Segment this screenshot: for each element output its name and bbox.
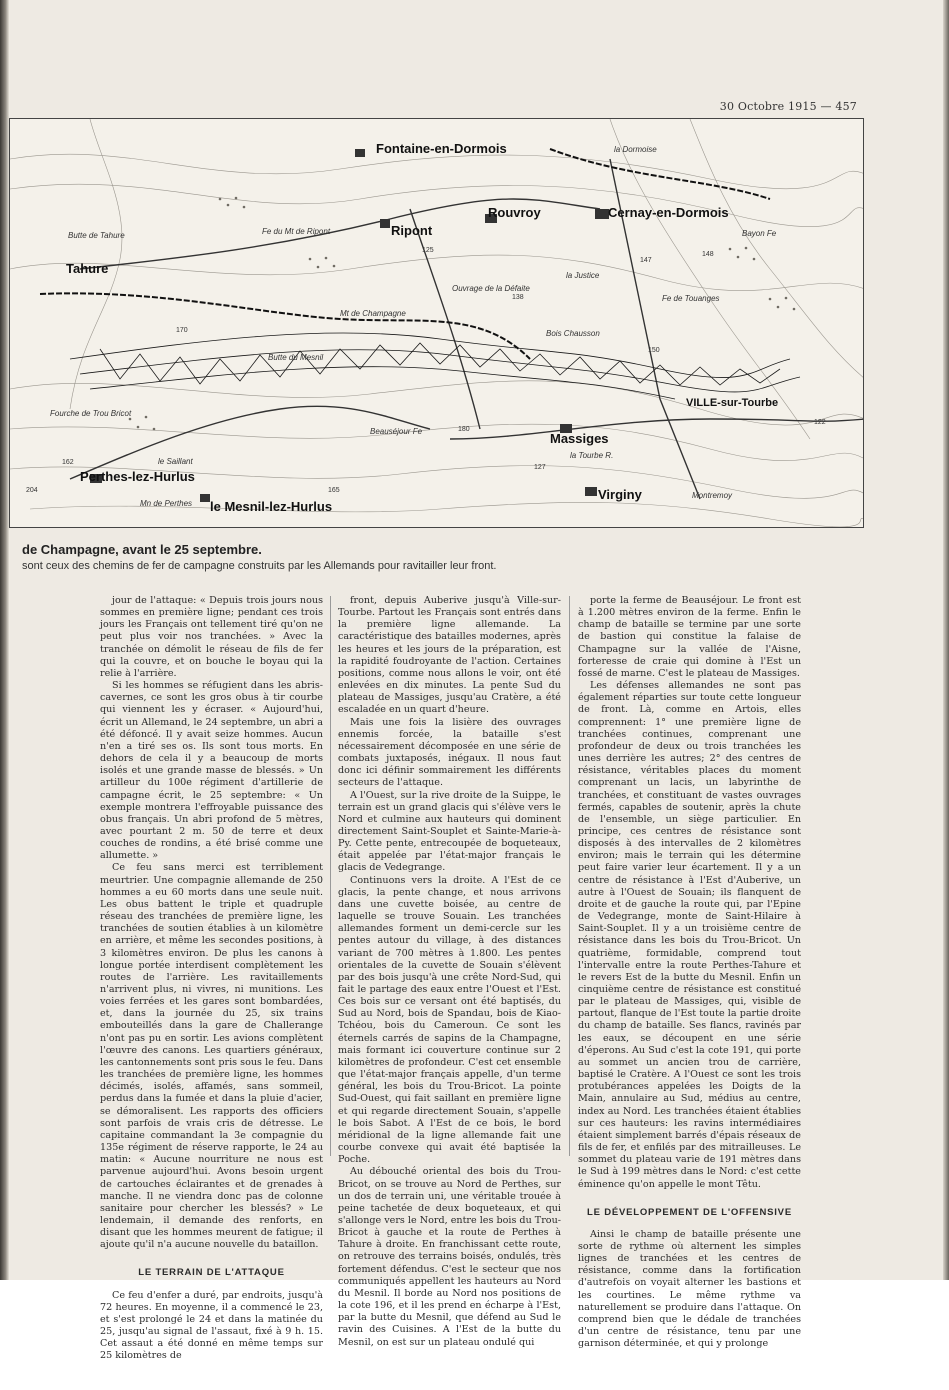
place-label: Beauséjour Fe [370, 427, 423, 436]
town-label: Cernay-en-Dormois [608, 205, 729, 220]
paragraph: Les défenses allemandes ne sont pas également réparties sur toute cette longueur de front. Là, comme en Artois, elles comprennent: 1° une première ligne de tranchées continues, comprenant une profondeur de deux ou trois tranchées les unes derrière les autres; 2° des centres de résistance, véritables places du moment comprenant un lacis, un labyrinthe de tranchées, et constituant de vastes ouvrages fermés, capables de soutenir, après la chute de l'ensemble, un siège particulier. En principe, ces centres de résistance sont disposés à des intervalles de 2 kilomètres environ; mais le terrain qui les détermine peut faire varier leur écartement. Il y a un centre de résistance à l'Est d'Auberive, un autre à l'Ouest de Souain; ils flanquent de droite et de gauche la route qui, par l'Epine de Vedegrange, monte de Saint-Hilaire à Saint-Souplet. Il y a un troisième centre de résistance dans les bois du Trou-Bricot. Un quatrième, formidable, comprend tout l'intervalle entre la route Perthes-Tahure et le revers Est de la butte du Mesnil. Enfin un cinquième centre de résistance est constitué par le plateau de Massiges, qui, visible de partout, flanque de l'Est toute la partie droite du champ de bataille. Ses flancs, ravinés par les eaux, se découpent en une série d'éperons. Au Sud c'est la cote 191, qui porte au sommet un ancien trou de carrière, baptisé le Cratère. A l'Ouest ce sont les trois protubérances appelées les Doigts de la Main, annulaire au Sud, médius au centre, index au Nord. Les tranchées étaient établies sur ces hauteurs: les ravins intermédiaires étaient simplement barrés d'épais réseaux de fils de fer, et enfilés par des mitrailleuses. Le sommet du plateau varie de 191 mètres dans le Sud à 199 mètres dans le Nord: c'est cette éminence qu'on appelle le mont Têtu. [578, 680, 801, 1190]
town-label: Virginy [598, 487, 642, 502]
height-label: 125 [422, 247, 434, 254]
section-heading: LE TERRAIN DE L'ATTAQUE [138, 1267, 285, 1279]
town-label: Perthes-lez-Hurlus [80, 469, 195, 484]
height-label: 180 [458, 426, 470, 433]
place-label: la Justice [566, 271, 600, 280]
map-caption-subtitle: sont ceux des chemins de fer de campagne construits par les Allemands pour ravitailler leur front. [22, 560, 497, 572]
paragraph: Continuons vers la droite. A l'Est de ce glacis, la pente change, et nous arrivons dans une cuvette boisée, au centre de laquelle se trouve Souain. Les tranchées allemandes forment un demi-cercle sur les pentes autour du village, à des distances variant de 700 mètres à 1.800. Les pentes orientales de la cuvette de Souain s'élèvent par des bois jusqu'à une crête Nord-Sud, qui fait le partage des eaux entre l'Ouest et l'Est. Ces bois sur ce versant ont été baptisés, du Sud au Nord, bois de Spandau, bois de Kiao-Tchéou, bois du Cameroun. Ce sont les éternels carrés de sapins de la Champagne, mais formant ici couverture continue sur 2 kilomètres de profondeur. C'est cet ensemble que l'état-major français appelle, d'un terme général, les bois du Trou-Bricot. La pointe Sud-Ouest, qui fait saillant en première ligne et qui regarde directement Souain, s'appelle le bois Sabot. A l'Est de ce bois, le bord méridional de la ligne allemande fait une courbe convexe qui avait été baptisée la Poche. [338, 874, 561, 1166]
height-label: 148 [702, 251, 714, 258]
map-caption-title: de Champagne, avant le 25 septembre. [22, 542, 262, 557]
height-label: 162 [62, 459, 74, 466]
section-heading: LE DÉVELOPPEMENT DE L'OFFENSIVE [587, 1206, 792, 1218]
height-label: 138 [512, 294, 524, 301]
town-label: Fontaine-en-Dormois [376, 141, 507, 156]
height-label: 122 [814, 419, 826, 426]
paragraph: Ce feu sans merci est terriblement meurtrier. Une compagnie allemande de 250 hommes a eu 60 morts dans une seule nuit. Les obus battent le triple et quadruple réseau des tranchées de première ligne, les tranchées de soutien établies à un kilomètre en arrière, et même les secondes positions, à 3 kilomètres environ. De plus les canons à longue portée interdisent complètement les routes de l'arrière. Les ravitaillements n'arrivent plus, ni vivres, ni munitions. Les voies ferrées et les gares sont bombardées, et, dans la journée du 25, six trains embouteillés dans la gare de Challerange n'ont pas pu en sortir. Les avions complètent l'œuvre des canons. Les quartiers généraux, les cantonnements sont pris sous le feu. Dans les tranchées de première ligne, les hommes décimés, isolés, affamés, sans sommeil, perdus dans la fumée et dans la pluie d'acier, se démoralisent. Les rapports des officiers sont parfois de vrais cris de détresse. Le capitaine commandant la 3e compagnie du 135e régiment de réserve rapporte, le 24 au matin: « Aucune nourriture ne nous est parvenue aujourd'hui. Avons besoin urgent de cartouches éclairantes et de grenades à manche. Il ne viendra donc pas de colonne sanitaire pour chercher les blessés? » Le lendemain, il demande des renforts, en disant que les hommes meurent de fatigue; il ajoute qu'il n'a aucune nouvelle du bataillon. [100, 862, 323, 1251]
article-column-1 [100, 595, 323, 1363]
town-label: Massiges [550, 431, 609, 446]
paragraph: A l'Ouest, sur la rive droite de la Suippe, le terrain est un grand glacis qui s'élève vers le Nord et culmine aux hauteurs qui dominent directement Saint-Souplet et Sainte-Marie-à-Py. Cette pente, entrecoupée de boqueteaux, était appelée par l'état-major français le glacis de Vedegrange. [338, 789, 561, 874]
place-label: Fe du Mt de Ripont [262, 227, 331, 236]
paragraph: front, depuis Auberive jusqu'à Ville-sur-Tourbe. Partout les Français sont entrés dans la première ligne allemande. La caractéristique des batailles modernes, après les heures et les jours de la préparation, est la rapidité foudroyante de l'action. Certaines positions, comme nous allons le voir, ont été enlevées en dix minutes. La pente Sud du plateau de Massiges, jusqu'au Cratère, a été escaladée en un quart d'heure. [338, 595, 561, 716]
place-label: Butte de Tahure [68, 231, 125, 240]
paragraph: Si les hommes se réfugient dans les abris-cavernes, ce sont les gros obus à tir courbe qui viennent les y écraser. « Aujourd'hui, écrit un Allemand, le 24 septembre, un abri a été défoncé. Il y avait seize hommes. Aucun n'en a tiré ses os. Ils sont tous morts. En dehors de cela il y a beaucoup de morts isolés et une grande masse de blessés. » Un artilleur du 100e régiment d'artillerie de campagne écrit, le 25 septembre: « Un exemple montrera l'effroyable puissance des obus français. Un abri profond de 5 mètres, avec pourtant 2 m. 50 de terre et deux couches de rondins, a été brisé comme une allumette. » [100, 680, 323, 862]
height-label: 127 [534, 464, 546, 471]
paragraph: Au débouché oriental des bois du Trou-Bricot, on se trouve au Nord de Perthes, sur un dos de terrain uni, une véritable trouée à peine tachetée de deux boqueteaux, et qui s'allonge vers le Nord, entre les bois du Trou-Bricot à gauche et la route de Perthes à Tahure à droite. En franchissant cette route, on retrouve des terrains boisés, ondulés, très fortement défendus. C'est le secteur que nos communiqués appellent les hauteurs au Nord du Mesnil. Il borde au Nord nos positions de la cote 196, et il les prend en écharpe à l'Est, par la butte du Mesnil, que défend au Sud le ravin des Cuisines. A l'Est de la butte du Mesnil, on est sur un plateau ondulé qui [338, 1166, 561, 1348]
town-label: Rouvroy [488, 205, 541, 220]
place-label: Fe de Touanges [662, 294, 720, 303]
town-label: Ripont [391, 223, 433, 238]
height-label: 204 [26, 487, 38, 494]
article-column-2 [338, 595, 561, 1349]
height-label: 147 [640, 257, 652, 264]
page-header: 30 Octobre 1915 — 457 [719, 100, 857, 113]
place-label: la Dormoise [614, 145, 657, 154]
place-label: le Saillant [158, 457, 193, 466]
place-label: Ouvrage de la Défaite [452, 284, 530, 293]
paragraph: Ce feu d'enfer a duré, par endroits, jusqu'à 72 heures. En moyenne, il a commencé le 23, et s'est prolongé le 24 et dans la matinée du 25, jusqu'au signal de l'assaut, fixé à 9 h. 15. Cet assaut a été donné en même temps sur 25 kilomètres de [100, 1289, 323, 1362]
place-label: Fourche de Trou Bricot [50, 409, 132, 418]
place-label: Bayon Fe [742, 229, 777, 238]
column-rule [330, 596, 331, 1156]
height-label: 150 [648, 347, 660, 354]
town-label: le Mesnil-lez-Hurlus [210, 499, 333, 514]
map-drawing [10, 119, 864, 528]
place-label: Montremoy [692, 491, 733, 500]
battle-map [9, 118, 864, 528]
place-label: Mt de Champagne [340, 309, 406, 318]
paragraph: porte la ferme de Beauséjour. Le front est à 1.200 mètres environ de la ferme. Enfin le champ de bataille se termine par une sorte de bastion qui constitue la falaise de Champagne sur la vallée de l'Aisne, forteresse de craie qui domine à l'Est un fossé de marne. C'est le plateau de Massiges. [578, 595, 801, 679]
town-label: Tahure [66, 261, 109, 276]
height-label: 170 [176, 327, 188, 334]
article-column-3 [578, 595, 801, 1350]
height-label: 165 [328, 487, 340, 494]
place-label: la Tourbe R. [570, 451, 614, 460]
town-label: VILLE-sur-Tourbe [686, 397, 779, 409]
place-label: Mn de Perthes [140, 499, 193, 508]
paragraph: Mais une fois la lisière des ouvrages ennemis forcée, la bataille s'est nécessairement décomposée en une série de combats juxtaposés, inégaux. Il nous faut donc ici définir sommairement les différents secteurs de l'attaque. [338, 716, 561, 789]
paragraph: jour de l'attaque: « Depuis trois jours nous sommes en première ligne; pendant ces trois jours les Français ont tellement tiré qu'on ne peut plus voir nos tranchées. » Avec la tranchée on démolit le réseau de fils de fer qui la couvre, et on bouche le boyau qui la relie à l'arrière. [100, 595, 323, 679]
column-rule [569, 596, 570, 1156]
paragraph: Ainsi le champ de bataille présente une sorte de rythme où alternent les simples lignes de tranchées et les centres de résistance, comme dans la fortification d'autrefois on voyait alterner les bastions et les courtines. Le même rythme va naturellement se produire dans l'attaque. On comprend bien que le dédale de tranchées d'un centre de résistance, tenu par une garnison déterminée, et qui y prolonge [578, 1228, 801, 1350]
place-label: Bois Chausson [546, 329, 600, 338]
place-label: Butte du Mesnil [268, 353, 324, 362]
